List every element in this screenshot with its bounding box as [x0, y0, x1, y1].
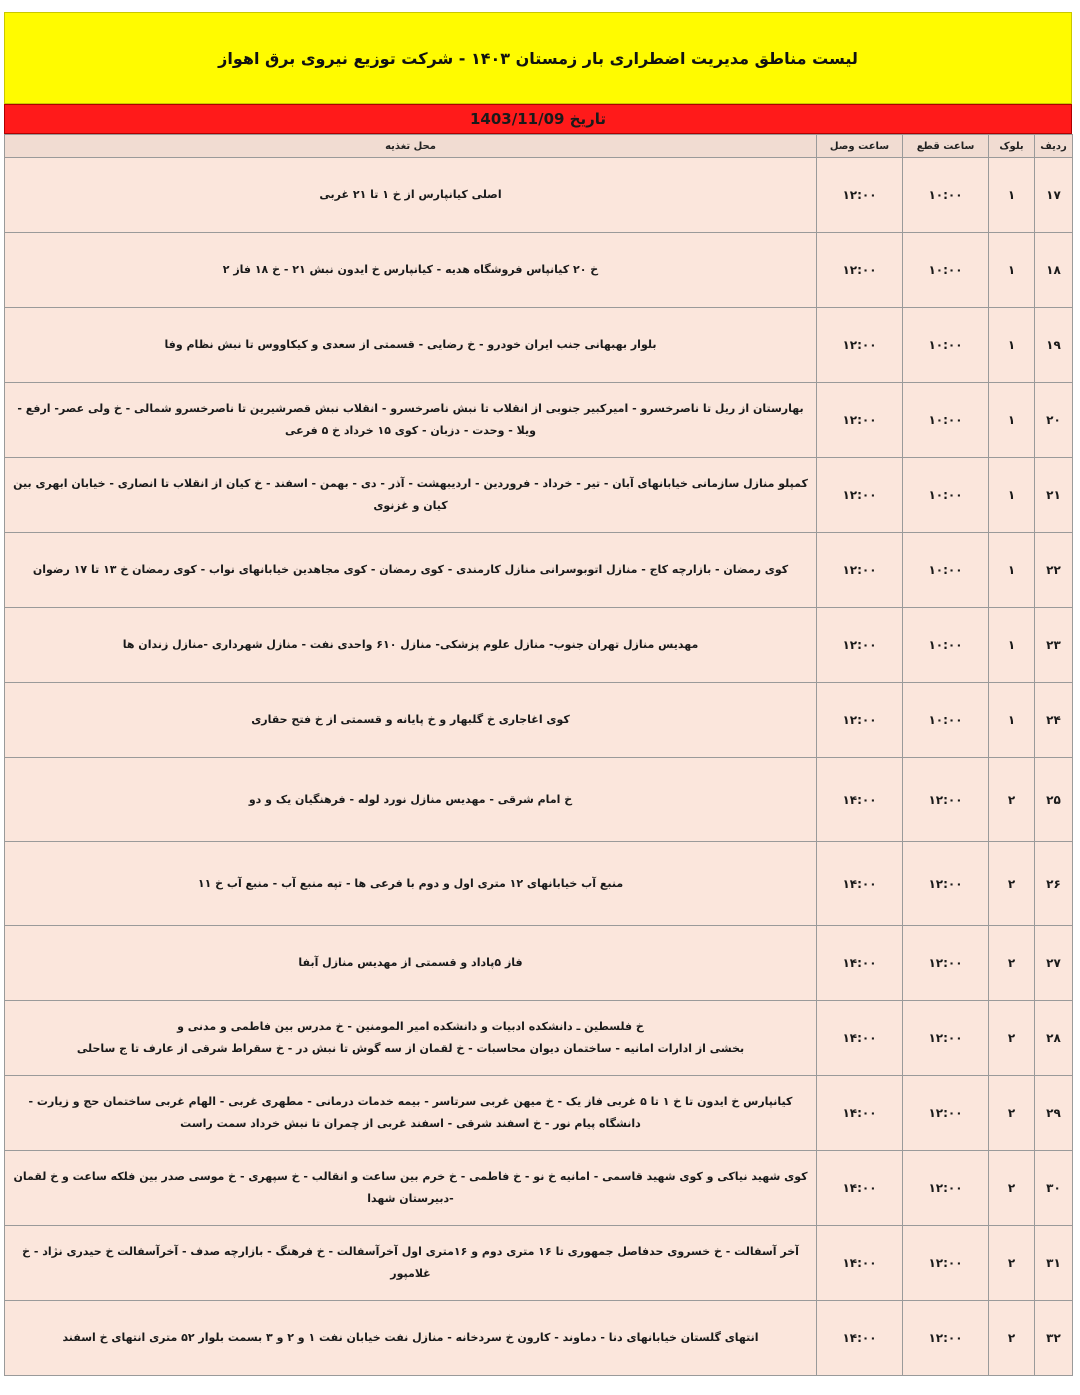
feed-area: کوی اغاجاری خ گلبهار و خ پایانه و قسمتی از خ فتح حقاری	[5, 683, 817, 758]
connect-time: ۱۴:۰۰	[817, 758, 903, 842]
block-number: ۲	[989, 1001, 1035, 1076]
block-number: ۱	[989, 683, 1035, 758]
connect-time: ۱۴:۰۰	[817, 1226, 903, 1301]
cut-time: ۱۲:۰۰	[903, 1301, 989, 1376]
header-row-number: ردیف	[1035, 135, 1073, 158]
connect-time: ۱۴:۰۰	[817, 1001, 903, 1076]
connect-time: ۱۲:۰۰	[817, 158, 903, 233]
table-row	[5, 1226, 1073, 1301]
feed-area: خ ۲۰ کیانپاس فروشگاه هدیه - کیانپارس خ ایدون نبش ۲۱ - خ ۱۸ فاز ۲	[5, 233, 817, 308]
row-number: ۲۵	[1035, 758, 1073, 842]
block-number: ۲	[989, 842, 1035, 926]
connect-time: ۱۲:۰۰	[817, 383, 903, 458]
table-row	[5, 383, 1073, 458]
header-block: بلوک	[989, 135, 1035, 158]
block-number: ۱	[989, 233, 1035, 308]
cut-time: ۱۲:۰۰	[903, 926, 989, 1001]
table-header-row	[5, 135, 1073, 158]
row-number: ۱۹	[1035, 308, 1073, 383]
connect-time: ۱۴:۰۰	[817, 1301, 903, 1376]
table-row	[5, 158, 1073, 233]
feed-area	[5, 1001, 817, 1076]
feed-area: آخر آسفالت - خ خسروی حدفاصل جمهوری تا ۱۶ متری دوم و ۱۶متری اول آخرآسفالت - خ فرهنگ - بازارچه صدف - آخرآسفالت خ حیدری نژاد - خ غلامپور	[5, 1226, 817, 1301]
feed-area: خ امام شرقی - مهدیس منازل نورد لوله - فرهنگیان یک و دو	[5, 758, 817, 842]
feed-area: کمپلو منازل سازمانی خیابانهای آبان - تیر - خرداد - فروردین - اردیبهشت - آذر - دی - بهمن - اسفند - خ کیان از انقلاب تا انصاری - خیابان ابهری بین کیان و غزنوی	[5, 458, 817, 533]
table-row	[5, 1301, 1073, 1376]
block-number: ۲	[989, 758, 1035, 842]
connect-time: ۱۴:۰۰	[817, 926, 903, 1001]
connect-time: ۱۲:۰۰	[817, 533, 903, 608]
block-number: ۲	[989, 1151, 1035, 1226]
block-number: ۱	[989, 158, 1035, 233]
block-number: ۱	[989, 458, 1035, 533]
block-number: ۱	[989, 533, 1035, 608]
header-cut-time: ساعت قطع	[903, 135, 989, 158]
block-number: ۲	[989, 1301, 1035, 1376]
row-number: ۱۸	[1035, 233, 1073, 308]
connect-time: ۱۴:۰۰	[817, 1151, 903, 1226]
connect-time: ۱۲:۰۰	[817, 233, 903, 308]
table-row	[5, 1001, 1073, 1076]
table-row	[5, 1151, 1073, 1226]
connect-time: ۱۲:۰۰	[817, 608, 903, 683]
cut-time: ۱۰:۰۰	[903, 308, 989, 383]
feed-area: فاز ۵پاداد و قسمتی از مهدیس منازل آبفا	[5, 926, 817, 1001]
row-number: ۲۳	[1035, 608, 1073, 683]
cut-time: ۱۰:۰۰	[903, 458, 989, 533]
schedule-sheet	[4, 12, 1074, 1387]
block-number: ۲	[989, 1076, 1035, 1151]
table-row	[5, 683, 1073, 758]
cut-time: ۱۰:۰۰	[903, 158, 989, 233]
header-connect-time: ساعت وصل	[817, 135, 903, 158]
row-number: ۲۶	[1035, 842, 1073, 926]
cut-time: ۱۰:۰۰	[903, 233, 989, 308]
cut-time: ۱۲:۰۰	[903, 1226, 989, 1301]
row-number: ۲۷	[1035, 926, 1073, 1001]
row-number: ۲۲	[1035, 533, 1073, 608]
feed-area: کوی شهید نیاکی و کوی شهید قاسمی - امانیه خ نو - خ فاطمی - خ خرم بین ساعت و انقالب - خ سپهری - خ موسی صدر بین فلکه ساعت و خ لقمان -دبیرستان شهدا	[5, 1151, 817, 1226]
feed-area: اصلی کیانپارس از خ ۱ تا ۲۱ غربی	[5, 158, 817, 233]
table-row	[5, 758, 1073, 842]
cut-time: ۱۲:۰۰	[903, 1151, 989, 1226]
feed-area: بلوار بهبهانی جنب ایران خودرو - خ رضایی - قسمتی از سعدی و کیکاووس تا نبش نظام وفا	[5, 308, 817, 383]
row-number: ۳۰	[1035, 1151, 1073, 1226]
connect-time: ۱۲:۰۰	[817, 308, 903, 383]
connect-time: ۱۲:۰۰	[817, 683, 903, 758]
feed-area-line-2: بخشی از ادارات امانیه - ساختمان دیوان محاسبات - خ لقمان از سه گوش تا نبش در - خ سقراط شرقی از عارف تا ج ساحلی	[76, 1042, 745, 1055]
block-number: ۲	[989, 1226, 1035, 1301]
table-body	[5, 158, 1073, 1376]
table-row	[5, 308, 1073, 383]
block-number: ۱	[989, 383, 1035, 458]
outage-table	[4, 134, 1073, 1376]
table-row	[5, 458, 1073, 533]
page-title: لیست مناطق مدیریت اضطراری بار زمستان ۱۴۰۳ - شرکت توزیع نیروی برق اهواز	[218, 48, 858, 68]
cut-time: ۱۲:۰۰	[903, 758, 989, 842]
block-number: ۲	[989, 926, 1035, 1001]
table-row	[5, 533, 1073, 608]
cut-time: ۱۰:۰۰	[903, 533, 989, 608]
row-number: ۱۷	[1035, 158, 1073, 233]
feed-area: کوی رمضان - بازارچه کاج - منازل اتوبوسرانی منازل کارمندی - کوی رمضان - کوی مجاهدین خیابانهای نواب - کوی رمضان خ ۱۳ تا ۱۷ رضوان	[5, 533, 817, 608]
connect-time: ۱۴:۰۰	[817, 842, 903, 926]
row-number: ۲۴	[1035, 683, 1073, 758]
title-banner	[4, 12, 1072, 104]
block-number: ۱	[989, 308, 1035, 383]
table-row	[5, 608, 1073, 683]
cut-time: ۱۰:۰۰	[903, 683, 989, 758]
block-number: ۱	[989, 608, 1035, 683]
row-number: ۳۱	[1035, 1226, 1073, 1301]
feed-area: مهدیس منازل تهران جنوب- منازل علوم پزشکی- منازل ۶۱۰ واحدی نفت - منازل شهرداری -منازل زندان ها	[5, 608, 817, 683]
table-row	[5, 1076, 1073, 1151]
row-number: ۲۹	[1035, 1076, 1073, 1151]
date-label: تاریخ 1403/11/09	[469, 110, 607, 128]
date-banner	[4, 104, 1072, 134]
cut-time: ۱۲:۰۰	[903, 1076, 989, 1151]
cut-time: ۱۲:۰۰	[903, 842, 989, 926]
feed-area: کیانپارس خ ایدون تا خ ۱ تا ۵ غربی فاز یک - خ میهن غربی سرتاسر - بیمه خدمات درمانی - مطهری غربی - الهام غربی ساختمان حج و زیارت - دانشگاه پیام نور - خ اسفند شرقی - اسفند غربی از چمران تا نبش خرداد سمت راست	[5, 1076, 817, 1151]
table-row	[5, 842, 1073, 926]
row-number: ۲۱	[1035, 458, 1073, 533]
row-number: ۳۲	[1035, 1301, 1073, 1376]
feed-area: بهارستان از ریل تا ناصرخسرو - امیرکبیر جنوبی از انقلاب تا نبش ناصرخسرو - انقلاب نبش قصرشیرین تا ناصرخسرو شمالی - خ ولی عصر- ارفع - ویلا - وحدت - دزبان - کوی ۱۵ خرداد خ ۵ فرعی	[5, 383, 817, 458]
cut-time: ۱۰:۰۰	[903, 383, 989, 458]
feed-area: منبع آب خیابانهای ۱۲ متری اول و دوم با فرعی ها - تپه منبع آب - منبع آب خ ۱۱	[5, 842, 817, 926]
feed-area-line-1: خ فلسطین ـ دانشکده ادبیات و دانشکده امیر المومنین - خ مدرس بین فاطمی و مدنی و	[177, 1020, 644, 1033]
connect-time: ۱۴:۰۰	[817, 1076, 903, 1151]
connect-time: ۱۲:۰۰	[817, 458, 903, 533]
row-number: ۲۰	[1035, 383, 1073, 458]
table-row	[5, 233, 1073, 308]
row-number: ۲۸	[1035, 1001, 1073, 1076]
feed-area: انتهای گلستان خیابانهای دنا - دماوند - کارون خ سردخانه - منازل نفت خیابان نفت ۱ و ۲ و ۳ بسمت بلوار ۵۲ متری انتهای خ اسفند	[5, 1301, 817, 1376]
cut-time: ۱۲:۰۰	[903, 1001, 989, 1076]
table-row	[5, 926, 1073, 1001]
header-area: محل تغذیه	[5, 135, 817, 158]
cut-time: ۱۰:۰۰	[903, 608, 989, 683]
